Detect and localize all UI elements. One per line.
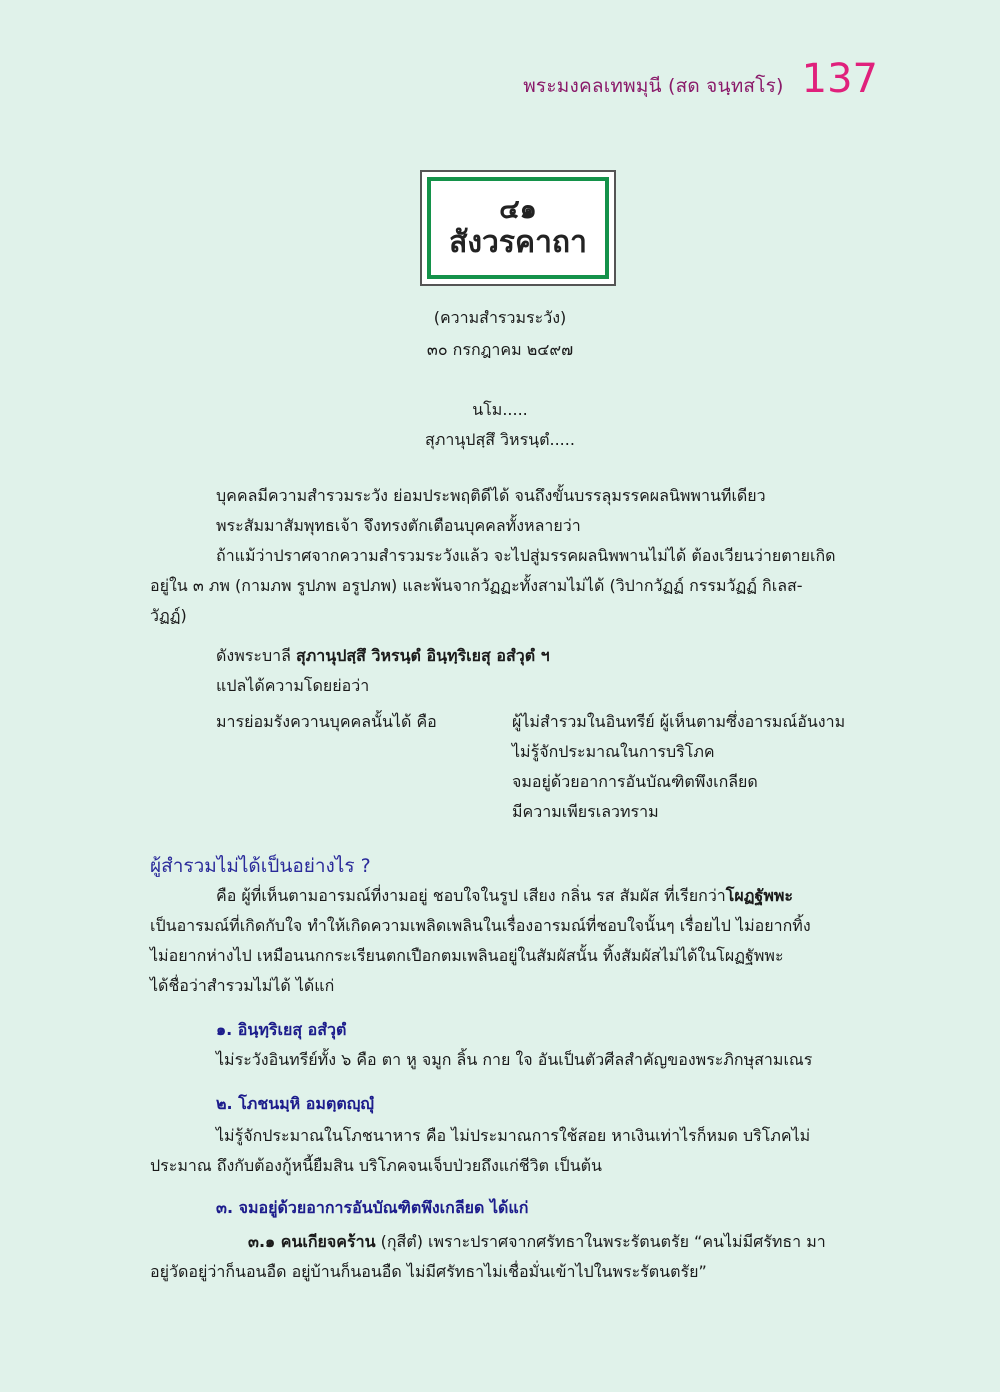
item-2-line1: ไม่รู้จักประมาณในโภชนาหาร คือ ไม่ประมาณการใช้สอย หาเงินเท่าไรก็หมด บริโภคไม่ (216, 1126, 811, 1145)
intro-p1-line2: พระสัมมาสัมพุทธเจ้า จึงทรงตักเตือนบุคคลทั้งหลายว่า (216, 516, 581, 535)
section-p-line3: ไม่อยากห่างไป เหมือนนกกระเรียนตกเปือกตมเพลินอยู่ในสัมผัสนั้น ทิ้งสัมผัสไม่ได้ในโผฏฐัพพะ (150, 946, 784, 965)
item-1-text: ไม่ระวังอินทรีย์ทั้ง ๖ คือ ตา หู จมูก ลิ้น กาย ใจ อันเป็นตัวศีลสำคัญของพระภิกษุสามเณร (216, 1050, 813, 1069)
chapter-number: ๔๑ (499, 194, 537, 226)
invocation-line-2: สุภานุปสฺสึ วิหรนฺตํ..... (425, 430, 575, 449)
intro-p1-line1: บุคคลมีความสำรวมระวัง ย่อมประพฤติดีได้ จนถึงขั้นบรรลุมรรคผลนิพพานทีเดียว (216, 486, 766, 505)
item-3-1-line1 (248, 1234, 826, 1250)
quality-item: มีความเพียรเลวทราม (512, 802, 659, 821)
section-heading: ผู้สำรวมไม่ได้เป็นอย่างไร ? (150, 855, 371, 877)
section-p-line1-text: คือ ผู้ที่เห็นตามอารมณ์ที่งามอยู่ ชอบใจในรูป เสียง กลิ่น รส สัมผัส ที่เรียกว่า (216, 886, 726, 905)
section-p-line2: เป็นอารมณ์ที่เกิดกับใจ ทำให้เกิดความเพลิดเพลินในเรื่องอารมณ์ที่ชอบใจนั้นๆ เรื่อยไป ไม่อยากทิ้ง (150, 916, 811, 935)
item-3-heading: ๓. จมอยู่ด้วยอาการอันบัณฑิตพึงเกลียด ได้แก่ (216, 1198, 529, 1217)
pali-text: สุภานุปสฺสึ วิหรนฺตํ อินฺทฺริเยสุ อสํวุตํ ฯ (295, 646, 550, 665)
intro-p2-line2: อยู่ใน ๓ ภพ (กามภพ รูปภพ อรูปภพ) และพ้นจากวัฏฏะทั้งสามไม่ได้ (วิปากวัฏฏ์ กรรมวัฏฏ์ กิเลส- (150, 576, 803, 595)
invocation-line-1: นโม..... (472, 400, 528, 419)
chapter-date: ๓๐ กรกฎาคม ๒๔๙๗ (426, 340, 574, 359)
item-3-1-number: ๓.๑ (248, 1232, 281, 1251)
mara-label: มารย่อมรังควานบุคคลนั้นได้ คือ (216, 712, 437, 731)
intro-p2-line1: ถ้าแม้ว่าปราศจากความสำรวมระวังแล้ว จะไปสู่มรรคผลนิพพานไม่ได้ ต้องเวียนว่ายตายเกิด (216, 546, 836, 565)
quality-item: ไม่รู้จักประมาณในการบริโภค (512, 742, 715, 761)
item-3-1-text: (กุสีตํ) เพราะปราศจากศรัทธาในพระรัตนตรัย “คนไม่มีศรัทธา มา (375, 1232, 826, 1251)
item-3-1-bold: คนเกียจคร้าน (280, 1232, 376, 1251)
section-p-line4: ได้ชื่อว่าสำรวมไม่ได้ ได้แก่ (150, 976, 335, 995)
intro-p2-line3: วัฏฏ์) (150, 606, 187, 625)
chapter-title-frame (427, 177, 609, 279)
item-1-heading: ๑. อินฺทฺริเยสุ อสํวุตํ (216, 1020, 347, 1039)
pali-quote-line (216, 648, 550, 664)
chapter-title: สังวรคาถา (449, 224, 587, 260)
chapter-title-box (420, 170, 616, 286)
section-p-line1-bold: โผฏฐัพพะ (725, 886, 794, 905)
quality-item: ผู้ไม่สำรวมในอินทรีย์ ผู้เห็นตามซึ่งอารมณ์อันงาม (512, 712, 846, 731)
running-header (523, 56, 878, 102)
translation-intro: แปลได้ความโดยย่อว่า (216, 676, 370, 695)
page-number: 137 (801, 56, 878, 102)
pali-prefix: ดังพระบาลี (216, 646, 296, 665)
item-2-heading: ๒. โภชนมฺหิ อมตฺตญฺญุํ (216, 1094, 374, 1113)
running-title: พระมงคลเทพมุนี (สด จนฺทสโร) (523, 75, 784, 97)
item-3-1-line2: อยู่วัดอยู่ว่าก็นอนอืด อยู่บ้านก็นอนอืด ไม่มีศรัทธาไม่เชื่อมั่นเข้าไปในพระรัตนตรัย” (150, 1262, 707, 1281)
section-p-line1 (216, 888, 793, 904)
item-2-line2: ประมาณ ถึงกับต้องกู้หนี้ยืมสิน บริโภคจนเจ็บป่วยถึงแก่ชีวิต เป็นต้น (150, 1156, 602, 1175)
chapter-subtitle: (ความสำรวมระวัง) (433, 308, 567, 327)
quality-item: จมอยู่ด้วยอาการอันบัณฑิตพึงเกลียด (512, 772, 758, 791)
